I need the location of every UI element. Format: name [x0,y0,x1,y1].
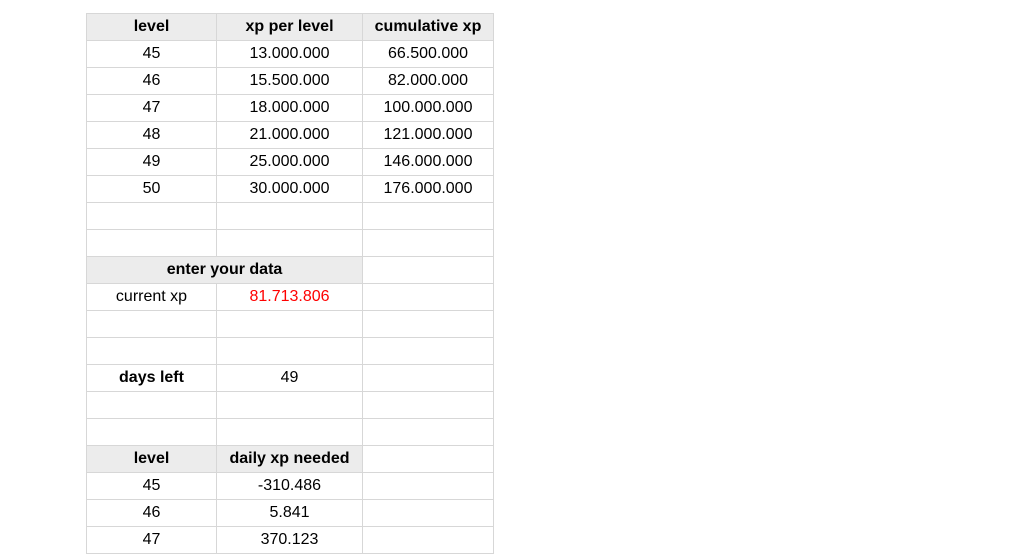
empty-cell[interactable] [87,392,217,419]
empty-cell[interactable] [87,203,217,230]
current-xp-label[interactable]: current xp [87,284,217,311]
column-header-daily-xp-needed[interactable]: daily xp needed [217,446,363,473]
level-cell[interactable]: 50 [87,176,217,203]
daily-xp-needed-cell[interactable]: 370.123 [217,527,363,554]
days-left-value[interactable]: 49 [217,365,363,392]
xp-per-level-cell[interactable]: 13.000.000 [217,41,363,68]
empty-cell[interactable] [363,419,494,446]
empty-cell[interactable] [87,338,217,365]
level-cell[interactable]: 45 [87,41,217,68]
daily-xp-needed-cell[interactable]: 5.841 [217,500,363,527]
empty-cell[interactable] [363,338,494,365]
empty-cell[interactable] [363,365,494,392]
empty-cell[interactable] [363,500,494,527]
empty-row [87,338,494,365]
table-row [87,500,494,527]
table-row [87,122,494,149]
empty-cell[interactable] [87,419,217,446]
table-row [87,68,494,95]
empty-cell[interactable] [217,392,363,419]
empty-row [87,311,494,338]
empty-cell[interactable] [217,311,363,338]
table-header-row [87,446,494,473]
enter-your-data-header[interactable]: enter your data [87,257,363,284]
level-cell[interactable]: 46 [87,500,217,527]
days-left-row [87,365,494,392]
spreadsheet-area [86,13,493,548]
cumulative-xp-cell[interactable]: 121.000.000 [363,122,494,149]
empty-cell[interactable] [363,284,494,311]
daily-xp-needed-cell[interactable]: -310.486 [217,473,363,500]
table-row [87,176,494,203]
level-cell[interactable]: 48 [87,122,217,149]
spreadsheet-grid [86,13,494,554]
cumulative-xp-cell[interactable]: 176.000.000 [363,176,494,203]
table-row [87,527,494,554]
level-cell[interactable]: 47 [87,527,217,554]
empty-row [87,392,494,419]
current-xp-input-cell[interactable]: 81.713.806 [217,284,363,311]
empty-cell[interactable] [363,473,494,500]
empty-cell[interactable] [363,392,494,419]
level-cell[interactable]: 49 [87,149,217,176]
cumulative-xp-cell[interactable]: 66.500.000 [363,41,494,68]
empty-cell[interactable] [363,446,494,473]
xp-per-level-cell[interactable]: 30.000.000 [217,176,363,203]
empty-cell[interactable] [363,203,494,230]
xp-per-level-cell[interactable]: 25.000.000 [217,149,363,176]
column-header-level[interactable]: level [87,14,217,41]
input-section-header-row [87,257,494,284]
xp-per-level-cell[interactable]: 21.000.000 [217,122,363,149]
empty-cell[interactable] [363,230,494,257]
empty-row [87,203,494,230]
table-row [87,149,494,176]
empty-cell[interactable] [363,527,494,554]
empty-cell[interactable] [363,311,494,338]
column-header-xp-per-level[interactable]: xp per level [217,14,363,41]
table-row [87,95,494,122]
xp-per-level-cell[interactable]: 18.000.000 [217,95,363,122]
cumulative-xp-cell[interactable]: 100.000.000 [363,95,494,122]
cumulative-xp-cell[interactable]: 82.000.000 [363,68,494,95]
column-header-cumulative-xp[interactable]: cumulative xp [363,14,494,41]
cumulative-xp-cell[interactable]: 146.000.000 [363,149,494,176]
empty-cell[interactable] [217,230,363,257]
empty-cell[interactable] [217,338,363,365]
empty-cell[interactable] [217,419,363,446]
level-cell[interactable]: 45 [87,473,217,500]
days-left-label[interactable]: days left [87,365,217,392]
column-header-level[interactable]: level [87,446,217,473]
empty-cell[interactable] [87,311,217,338]
level-cell[interactable]: 46 [87,68,217,95]
table-row [87,473,494,500]
xp-per-level-cell[interactable]: 15.500.000 [217,68,363,95]
table-row [87,41,494,68]
current-xp-row [87,284,494,311]
empty-cell[interactable] [363,257,494,284]
empty-row [87,230,494,257]
empty-cell[interactable] [87,230,217,257]
empty-cell[interactable] [217,203,363,230]
level-cell[interactable]: 47 [87,95,217,122]
empty-row [87,419,494,446]
table-header-row [87,14,494,41]
